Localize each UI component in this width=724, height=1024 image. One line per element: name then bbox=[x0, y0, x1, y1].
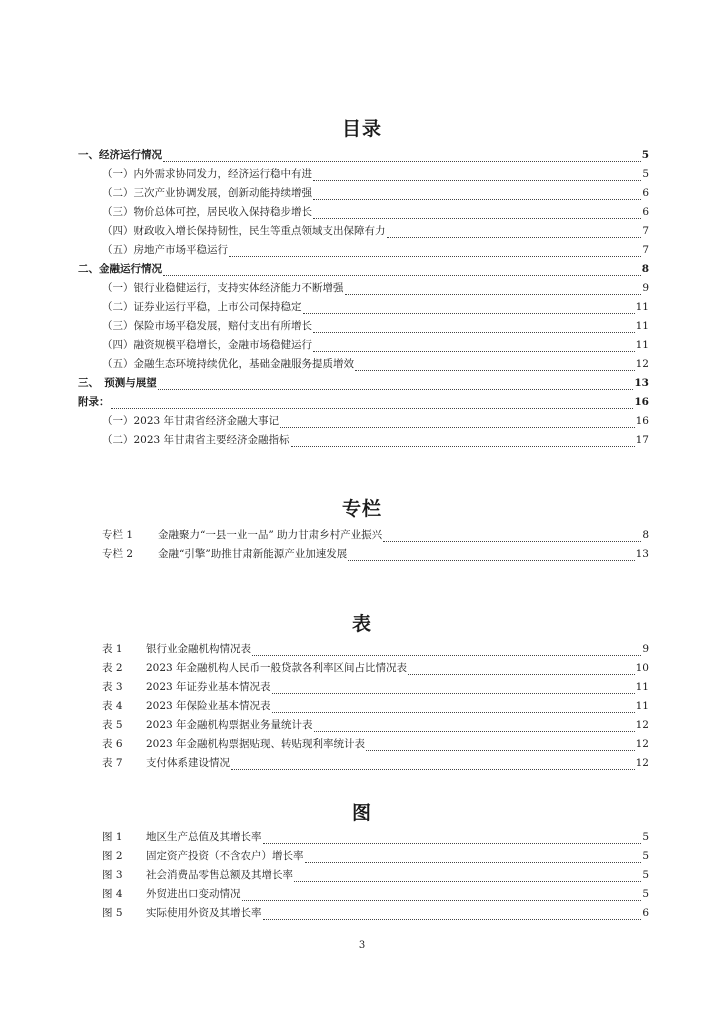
toc-entry-page: 11 bbox=[635, 320, 649, 332]
column-entry-page: 13 bbox=[635, 548, 649, 560]
toc-title: 目录 bbox=[341, 118, 382, 140]
toc-entry-text: （四）财政收入增长保持韧性，民生等重点领域支出保障有力 bbox=[102, 225, 386, 237]
page-number: 3 bbox=[358, 940, 366, 951]
columns-title: 专栏 bbox=[341, 498, 382, 520]
toc-entry[interactable] bbox=[102, 319, 649, 333]
toc-entry-page: 12 bbox=[635, 358, 649, 370]
figure-entry[interactable] bbox=[102, 887, 649, 901]
toc-entry-text: （一）2023 年甘肃省经济金融大事记 bbox=[102, 415, 280, 427]
leader-dots bbox=[294, 870, 641, 882]
toc-entry-page: 5 bbox=[642, 168, 649, 180]
figure-entry[interactable] bbox=[102, 868, 649, 882]
toc-entry[interactable] bbox=[102, 243, 649, 257]
leader-dots bbox=[272, 701, 635, 713]
table-entry-page: 11 bbox=[635, 700, 649, 712]
leader-dots bbox=[313, 321, 635, 333]
table-entry-text: 2023 年保险业基本情况表 bbox=[146, 700, 271, 712]
figure-entry-text: 固定资产投资（不含农户）增长率 bbox=[146, 850, 304, 862]
table-entry[interactable] bbox=[102, 680, 649, 694]
toc-entry[interactable] bbox=[102, 167, 649, 181]
toc-entry-page: 5 bbox=[641, 149, 649, 161]
toc-entry-page: 11 bbox=[635, 301, 649, 313]
table-entry-label: 表 1 bbox=[102, 643, 123, 655]
figure-entry[interactable] bbox=[102, 849, 649, 863]
table-entry[interactable] bbox=[102, 642, 649, 656]
figure-entry-text: 外贸进出口变动情况 bbox=[146, 888, 241, 900]
figure-entry[interactable] bbox=[102, 906, 649, 920]
toc-entry-text: （三）保险市场平稳发展，赔付支出有所增长 bbox=[102, 320, 312, 332]
toc-entry[interactable] bbox=[102, 414, 649, 428]
table-entry-label: 表 5 bbox=[102, 719, 123, 731]
table-entry-label: 表 4 bbox=[102, 700, 123, 712]
leader-dots bbox=[252, 644, 641, 656]
toc-entry-page: 11 bbox=[635, 339, 649, 351]
leader-dots bbox=[387, 226, 642, 238]
leader-dots bbox=[231, 758, 635, 770]
column-entry-text: 金融“引擎”助推甘肃新能源产业加速发展 bbox=[158, 548, 348, 560]
table-entry-text: 银行业金融机构情况表 bbox=[146, 643, 251, 655]
figure-entry-label: 图 3 bbox=[102, 869, 123, 881]
leader-dots bbox=[305, 851, 642, 863]
table-entry-text: 支付体系建设情况 bbox=[146, 757, 230, 769]
toc-entry[interactable] bbox=[78, 395, 649, 409]
toc-entry[interactable] bbox=[102, 338, 649, 352]
table-entry-text: 2023 年证券业基本情况表 bbox=[146, 681, 271, 693]
leader-dots bbox=[366, 739, 635, 751]
table-entry-text: 2023 年金融机构票据贴现、转贴现利率统计表 bbox=[146, 738, 366, 750]
tables-title: 表 bbox=[351, 613, 372, 635]
figures-title: 图 bbox=[351, 802, 372, 824]
table-entry-page: 11 bbox=[635, 681, 649, 693]
figure-entry-page: 5 bbox=[642, 888, 649, 900]
figure-entry-label: 图 1 bbox=[102, 831, 123, 843]
leader-dots bbox=[111, 397, 634, 409]
toc-entry-page: 17 bbox=[635, 434, 649, 446]
leader-dots bbox=[163, 150, 641, 162]
toc-entry[interactable] bbox=[102, 281, 649, 295]
leader-dots bbox=[355, 359, 635, 371]
leader-dots bbox=[263, 908, 642, 920]
figure-entry-label: 图 5 bbox=[102, 907, 123, 919]
leader-dots bbox=[158, 378, 634, 390]
figure-entry-text: 地区生产总值及其增长率 bbox=[146, 831, 262, 843]
toc-entry[interactable] bbox=[102, 186, 649, 200]
table-entry-label: 表 2 bbox=[102, 662, 123, 674]
toc-entry-text: （四）融资规模平稳增长，金融市场稳健运行 bbox=[102, 339, 312, 351]
table-entry-page: 9 bbox=[642, 643, 649, 655]
leader-dots bbox=[348, 549, 634, 561]
leader-dots bbox=[163, 264, 641, 276]
table-entry[interactable] bbox=[102, 737, 649, 751]
table-entry-text: 2023 年金融机构票据业务量统计表 bbox=[146, 719, 313, 731]
toc-entry-page: 16 bbox=[634, 396, 649, 408]
leader-dots bbox=[229, 245, 641, 257]
leader-dots bbox=[280, 416, 635, 428]
figure-entry-text: 实际使用外资及其增长率 bbox=[146, 907, 262, 919]
toc-entry-text: 附录： bbox=[78, 396, 110, 408]
column-entry-label: 专栏 1 bbox=[102, 529, 134, 541]
toc-entry-text: （五）房地产市场平稳运行 bbox=[102, 244, 228, 256]
toc-entry[interactable] bbox=[102, 300, 649, 314]
leader-dots bbox=[313, 340, 635, 352]
table-entry[interactable] bbox=[102, 699, 649, 713]
leader-dots bbox=[272, 682, 635, 694]
table-entry-page: 12 bbox=[635, 757, 649, 769]
table-entry-text: 2023 年金融机构人民币一般贷款各利率区间占比情况表 bbox=[146, 662, 408, 674]
toc-entry[interactable] bbox=[102, 205, 649, 219]
toc-entry-page: 6 bbox=[642, 187, 649, 199]
table-entry[interactable] bbox=[102, 661, 649, 675]
leader-dots bbox=[291, 435, 635, 447]
figure-entry[interactable] bbox=[102, 830, 649, 844]
toc-entry[interactable] bbox=[102, 357, 649, 371]
column-entry-page: 8 bbox=[642, 529, 649, 541]
toc-entry-text: 一、经济运行情况 bbox=[78, 149, 162, 161]
leader-dots bbox=[313, 188, 641, 200]
toc-entry[interactable] bbox=[102, 433, 649, 447]
leader-dots bbox=[313, 207, 641, 219]
column-entry[interactable] bbox=[102, 528, 649, 542]
toc-entry-text: （二）2023 年甘肃省主要经济金融指标 bbox=[102, 434, 290, 446]
toc-entry-text: （三）物价总体可控，居民收入保持稳步增长 bbox=[102, 206, 312, 218]
figure-entry-label: 图 2 bbox=[102, 850, 123, 862]
figure-entry-page: 6 bbox=[642, 907, 649, 919]
figure-entry-label: 图 4 bbox=[102, 888, 123, 900]
column-entry[interactable] bbox=[102, 547, 649, 561]
toc-entry-text: 三、 预测与展望 bbox=[78, 377, 157, 389]
leader-dots bbox=[345, 283, 642, 295]
toc-entry-page: 7 bbox=[642, 244, 649, 256]
figure-entry-text: 社会消费品零售总额及其增长率 bbox=[146, 869, 293, 881]
column-entry-text: 金融聚力“一县一业一品” 助力甘肃乡村产业振兴 bbox=[158, 529, 383, 541]
figure-entry-page: 5 bbox=[642, 850, 649, 862]
toc-entry-text: （五）金融生态环境持续优化，基础金融服务提质增效 bbox=[102, 358, 354, 370]
toc-entry-text: （一）银行业稳健运行，支持实体经济能力不断增强 bbox=[102, 282, 344, 294]
table-entry-page: 10 bbox=[635, 662, 649, 674]
toc-entry[interactable] bbox=[78, 262, 649, 276]
table-entry[interactable] bbox=[102, 756, 649, 770]
toc-entry-page: 9 bbox=[642, 282, 649, 294]
table-entry-page: 12 bbox=[635, 738, 649, 750]
toc-entry-page: 6 bbox=[642, 206, 649, 218]
leader-dots bbox=[263, 832, 642, 844]
leader-dots bbox=[383, 530, 641, 542]
table-entry-label: 表 6 bbox=[102, 738, 123, 750]
toc-entry-page: 13 bbox=[634, 377, 649, 389]
leader-dots bbox=[242, 889, 642, 901]
toc-entry[interactable] bbox=[102, 224, 649, 238]
figure-entry-page: 5 bbox=[642, 869, 649, 881]
leader-dots bbox=[303, 302, 635, 314]
table-entry-label: 表 7 bbox=[102, 757, 123, 769]
table-entry-label: 表 3 bbox=[102, 681, 123, 693]
leader-dots bbox=[313, 169, 641, 181]
toc-entry-text: 二、金融运行情况 bbox=[78, 263, 162, 275]
toc-entry-page: 16 bbox=[635, 415, 649, 427]
table-entry-page: 12 bbox=[635, 719, 649, 731]
figure-entry-page: 5 bbox=[642, 831, 649, 843]
table-entry[interactable] bbox=[102, 718, 649, 732]
toc-entry-text: （二）三次产业协调发展，创新动能持续增强 bbox=[102, 187, 312, 199]
column-entry-label: 专栏 2 bbox=[102, 548, 134, 560]
toc-entry-text: （二）证券业运行平稳，上市公司保持稳定 bbox=[102, 301, 302, 313]
leader-dots bbox=[408, 663, 635, 675]
leader-dots bbox=[314, 720, 635, 732]
toc-entry-page: 8 bbox=[641, 263, 649, 275]
toc-entry-page: 7 bbox=[642, 225, 649, 237]
toc-entry-text: （一）内外需求协同发力，经济运行稳中有进 bbox=[102, 168, 312, 180]
toc-entry[interactable] bbox=[78, 148, 649, 162]
toc-entry[interactable] bbox=[78, 376, 649, 390]
